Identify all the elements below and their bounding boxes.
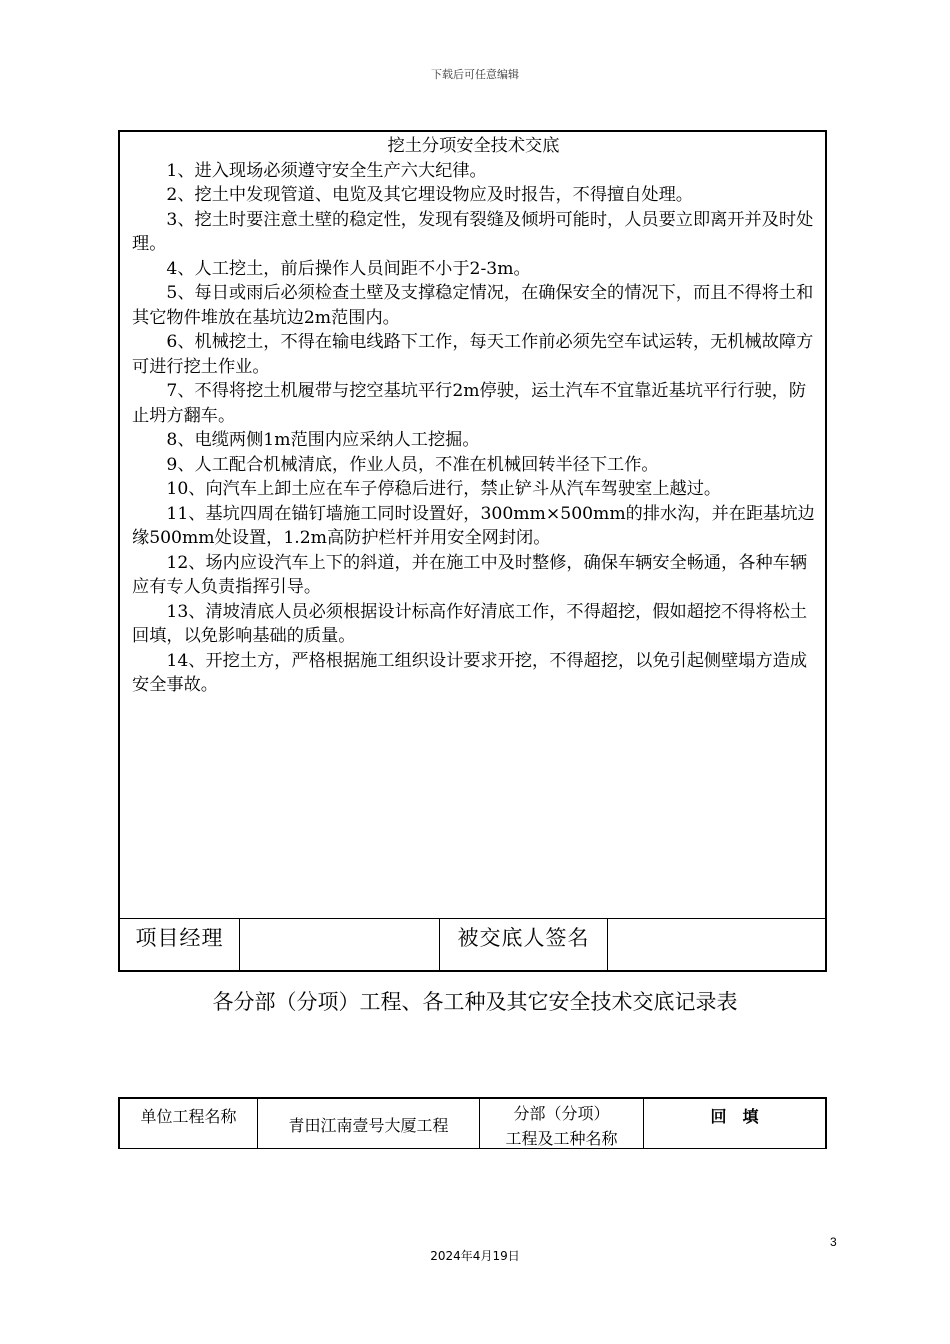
division-label-cell (480, 1099, 644, 1148)
recipient-signature-label: 被交底人签名 (457, 926, 590, 950)
division-label-line1: 分部（分项） (513, 1104, 610, 1123)
division-label-line2: 工程及工种名称 (505, 1129, 618, 1148)
disclosure-item-5: 5、每日或雨后必须检查土壁及支撑稳定情况，在确保安全的情况下，而且不得将土和其它物件堆放在基坑边2m范围内。 (132, 283, 814, 328)
disclosure-item-1: 1、进入现场必须遵守安全生产六大纪律。 (166, 160, 487, 181)
unit-name-label-cell (120, 1099, 258, 1148)
project-manager-label-cell (120, 919, 240, 970)
page-number: 3 (830, 1235, 837, 1249)
header-note: 下载后可任意编辑 (431, 68, 519, 81)
record-table-caption: 各分部（分项）工程、各工种及其它安全技术交底记录表 (212, 990, 738, 1014)
disclosure-item-7: 7、不得将挖土机履带与挖空基坑平行2m停驶，运土汽车不宜靠近基坑平行行驶，防止坍方翻车。 (132, 381, 807, 426)
safety-disclosure-table (118, 130, 827, 972)
disclosure-item-6: 6、机械挖土，不得在输电线路下工作，每天工作前必须先空车试运转，无机械故障方可进行挖土作业。 (132, 332, 814, 377)
disclosure-item-9: 9、人工配合机械清底，作业人员，不准在机械回转半径下工作。 (166, 454, 659, 475)
disclosure-item-13: 13、清坡清底人员必须根据设计标高作好清底工作，不得超挖，假如超挖不得将松土回填，以免影响基础的质量。 (132, 601, 808, 646)
record-table (118, 1097, 827, 1149)
disclosure-item-12: 12、场内应设汽车上下的斜道，并在施工中及时整修，确保车辆安全畅通，各种车辆应有专人负责指挥引导。 (132, 552, 808, 597)
unit-name-value: 青田江南壹号大厦工程 (288, 1116, 449, 1135)
disclosure-item-10: 10、向汽车上卸土应在车子停稳后进行，禁止铲斗从汽车驾驶室上越过。 (166, 479, 722, 499)
division-value-cell (644, 1099, 825, 1148)
disclosure-item-2: 2、挖土中发现管道、电览及其它埋设物应及时报告，不得擅自处理。 (166, 185, 693, 205)
recipient-signature-cell[interactable] (608, 919, 825, 970)
project-manager-label: 项目经理 (135, 926, 224, 950)
disclosure-item-11: 11、基坑四周在锚钉墙施工同时设置好，300mm×500mm的排水沟，并在距基坑边缘500mm处设置，1.2m高防护栏杆并用安全网封闭。 (132, 503, 815, 548)
recipient-label-cell (440, 919, 608, 970)
footer-date: 2024年4月19日 (430, 1249, 520, 1263)
signature-row (120, 918, 825, 970)
division-value: 回 填 (710, 1107, 759, 1126)
disclosure-item-14: 14、开挖土方，严格根据施工组织设计要求开挖，不得超挖，以免引起侧壁塌方造成安全事故。 (132, 650, 808, 695)
disclosure-content (120, 132, 825, 918)
disclosure-title: 挖土分项安全技术交底 (387, 136, 560, 156)
unit-name-label: 单位工程名称 (140, 1107, 237, 1126)
project-manager-signature-cell[interactable] (240, 919, 440, 970)
disclosure-item-8: 8、电缆两侧1m范围内应采纳人工挖掘。 (166, 430, 480, 450)
disclosure-item-3: 3、挖土时要注意土壁的稳定性，发现有裂缝及倾坍可能时，人员要立即离开并及时处理。 (132, 209, 814, 254)
disclosure-item-4: 4、人工挖土，前后操作人员间距不小于2-3m。 (166, 258, 531, 279)
unit-name-value-cell (258, 1099, 480, 1148)
